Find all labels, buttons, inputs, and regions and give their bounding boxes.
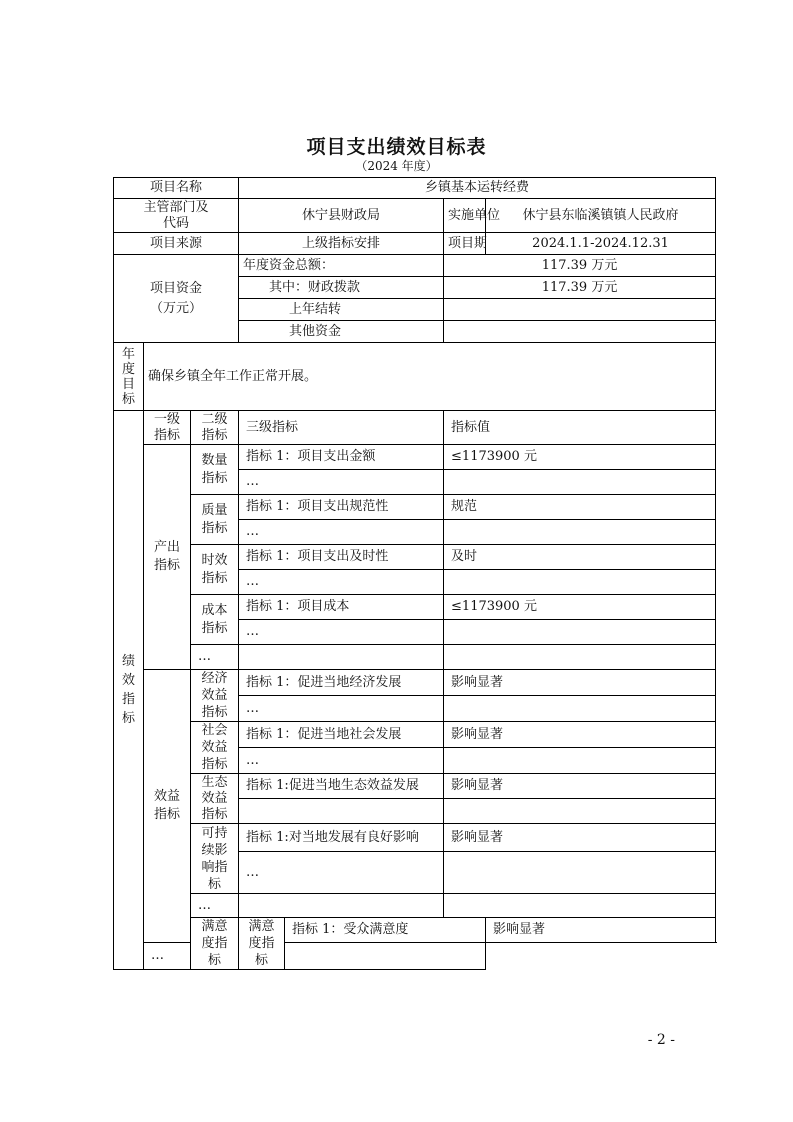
benefit-label-cell <box>144 670 191 943</box>
dept-label-cell <box>114 199 239 233</box>
header-value: 指标值 <box>444 411 716 445</box>
empty-cell <box>444 852 716 894</box>
ecological-label: 生态效益指标 <box>201 774 228 822</box>
quality-value: 规范 <box>444 495 716 520</box>
timeliness-indicator: 指标 1：项目支出及时性 <box>239 545 444 570</box>
quantity-value: ≤1173900 元 <box>444 445 716 470</box>
empty-cell <box>239 645 444 670</box>
dept-value: 休宁县财政局 <box>239 199 444 233</box>
social-label-cell <box>191 722 239 774</box>
timeliness-label: 时效指标 <box>201 552 228 586</box>
quantity-more: … <box>239 470 444 495</box>
sustainable-value: 影响显著 <box>444 824 716 852</box>
perf-label: 绩效指标 <box>121 654 135 726</box>
empty-cell <box>239 799 444 824</box>
source-label: 项目来源 <box>114 233 239 255</box>
perf-label-cell <box>114 411 144 970</box>
cost-label-cell <box>191 595 239 645</box>
dept-label: 主管部门及代码 <box>143 199 209 231</box>
satisfaction-more: … <box>144 943 239 970</box>
table-row <box>114 722 716 748</box>
annual-goal-text: 确保乡镇全年工作正常开展。 <box>144 343 716 411</box>
funds-total-label: 年度资金总额： <box>239 255 444 277</box>
empty-cell <box>239 894 444 918</box>
funds-total-value: 117.39 万元 <box>444 255 716 277</box>
source-value: 上级指标安排 <box>239 233 444 255</box>
header-level3: 三级指标 <box>239 411 444 445</box>
table-row <box>114 178 716 199</box>
funds-carryover-label: 上年结转 <box>239 299 444 321</box>
header-level2: 二级指标 <box>201 411 228 443</box>
benefit-label: 效益指标 <box>153 789 180 823</box>
satisfaction-label: 满意度指标 <box>201 919 228 968</box>
funds-fiscal-value: 117.39 万元 <box>444 277 716 299</box>
benefit-more: … <box>191 894 239 918</box>
impl-value: 休宁县东临溪镇镇人民政府 <box>522 207 679 223</box>
page-number: - 2 - <box>647 1032 675 1048</box>
social-value: 影响显著 <box>444 722 716 748</box>
empty-cell <box>444 570 716 595</box>
sustainable-indicator: 指标 1:对当地发展有良好影响 <box>239 824 444 852</box>
cost-label: 成本指标 <box>201 602 228 636</box>
project-name-value: 乡镇基本运转经费 <box>239 178 716 199</box>
cost-value: ≤1173900 元 <box>444 595 716 620</box>
sustainable-label: 可持续影响指标 <box>201 825 228 892</box>
empty-cell <box>444 645 716 670</box>
empty-cell <box>444 696 716 722</box>
cost-more: … <box>239 620 444 645</box>
table-row <box>114 199 716 233</box>
cost-indicator: 指标 1：项目成本 <box>239 595 444 620</box>
empty-cell <box>444 894 716 918</box>
funds-fiscal-label: 其中：财政拨款 <box>239 277 444 299</box>
output-label: 产出指标 <box>153 540 180 573</box>
empty-cell <box>285 943 486 970</box>
economic-label: 经济效益指标 <box>201 671 228 720</box>
page-subtitle: （2024 年度） <box>355 159 438 173</box>
table-row <box>114 824 716 852</box>
funds-other-label: 其他资金 <box>239 321 444 343</box>
quality-more: … <box>239 520 444 545</box>
table-row <box>114 545 716 570</box>
sustainable-more: … <box>239 852 444 894</box>
header-level1: 一级指标 <box>153 411 180 443</box>
empty-cell <box>444 748 716 774</box>
annual-goal-label: 年度目标 <box>121 346 135 407</box>
empty-cell <box>444 520 716 545</box>
output-label-cell <box>144 445 191 670</box>
empty-cell <box>444 799 716 824</box>
satisfaction-sub-label-cell <box>239 918 285 970</box>
timeliness-more: … <box>239 570 444 595</box>
impl-value-cell <box>486 199 716 233</box>
timeliness-value: 及时 <box>444 545 716 570</box>
output-more: … <box>191 645 239 670</box>
economic-more: … <box>239 696 444 722</box>
satisfaction-value: 影响显著 <box>486 918 716 943</box>
impl-label: 实施单位 <box>444 199 486 233</box>
table-row <box>114 670 716 696</box>
table-row <box>114 445 716 470</box>
economic-label-cell <box>191 670 239 722</box>
satisfaction-indicator: 指标 1：受众满意度 <box>285 918 486 943</box>
funds-other-value <box>444 321 716 343</box>
table-row <box>114 495 716 520</box>
table-row <box>114 918 716 943</box>
table-row <box>114 255 716 277</box>
social-indicator: 指标 1：促进当地社会发展 <box>239 722 444 748</box>
ecological-value: 影响显著 <box>444 774 716 799</box>
table-row <box>114 411 716 445</box>
annual-goal-label-cell <box>114 343 144 411</box>
ecological-indicator: 指标 1:促进当地生态效益发展 <box>239 774 444 799</box>
header-level1-cell <box>144 411 191 445</box>
funds-label: 项目资金（万元） <box>150 280 203 316</box>
table-row <box>114 774 716 799</box>
table-row <box>114 645 716 670</box>
quantity-indicator: 指标 1：项目支出金额 <box>239 445 444 470</box>
economic-value: 影响显著 <box>444 670 716 696</box>
quantity-label-cell <box>191 445 239 495</box>
period-label: 项目期 <box>444 233 486 255</box>
period-value: 2024.1.1-2024.12.31 <box>486 233 716 255</box>
empty-cell <box>444 620 716 645</box>
quality-label: 质量指标 <box>201 502 228 536</box>
table-row <box>114 343 716 411</box>
performance-target-table <box>113 177 716 970</box>
social-label: 社会效益指标 <box>201 723 228 772</box>
funds-carryover-value <box>444 299 716 321</box>
quantity-label: 数量指标 <box>201 452 228 486</box>
economic-indicator: 指标 1：促进当地经济发展 <box>239 670 444 696</box>
quality-indicator: 指标 1：项目支出规范性 <box>239 495 444 520</box>
header-level2-cell <box>191 411 239 445</box>
table-row <box>114 595 716 620</box>
social-more: … <box>239 748 444 774</box>
sustainable-label-cell <box>191 824 239 894</box>
funds-label-cell <box>114 255 239 343</box>
satisfaction-sub-label: 满意度指标 <box>248 919 275 968</box>
table-row <box>114 894 716 918</box>
ecological-label-cell <box>191 774 239 824</box>
table-row <box>114 233 716 255</box>
page-title: 项目支出绩效目标表 <box>306 136 487 158</box>
empty-cell <box>444 470 716 495</box>
quality-label-cell <box>191 495 239 545</box>
timeliness-label-cell <box>191 545 239 595</box>
project-name-label: 项目名称 <box>114 178 239 199</box>
